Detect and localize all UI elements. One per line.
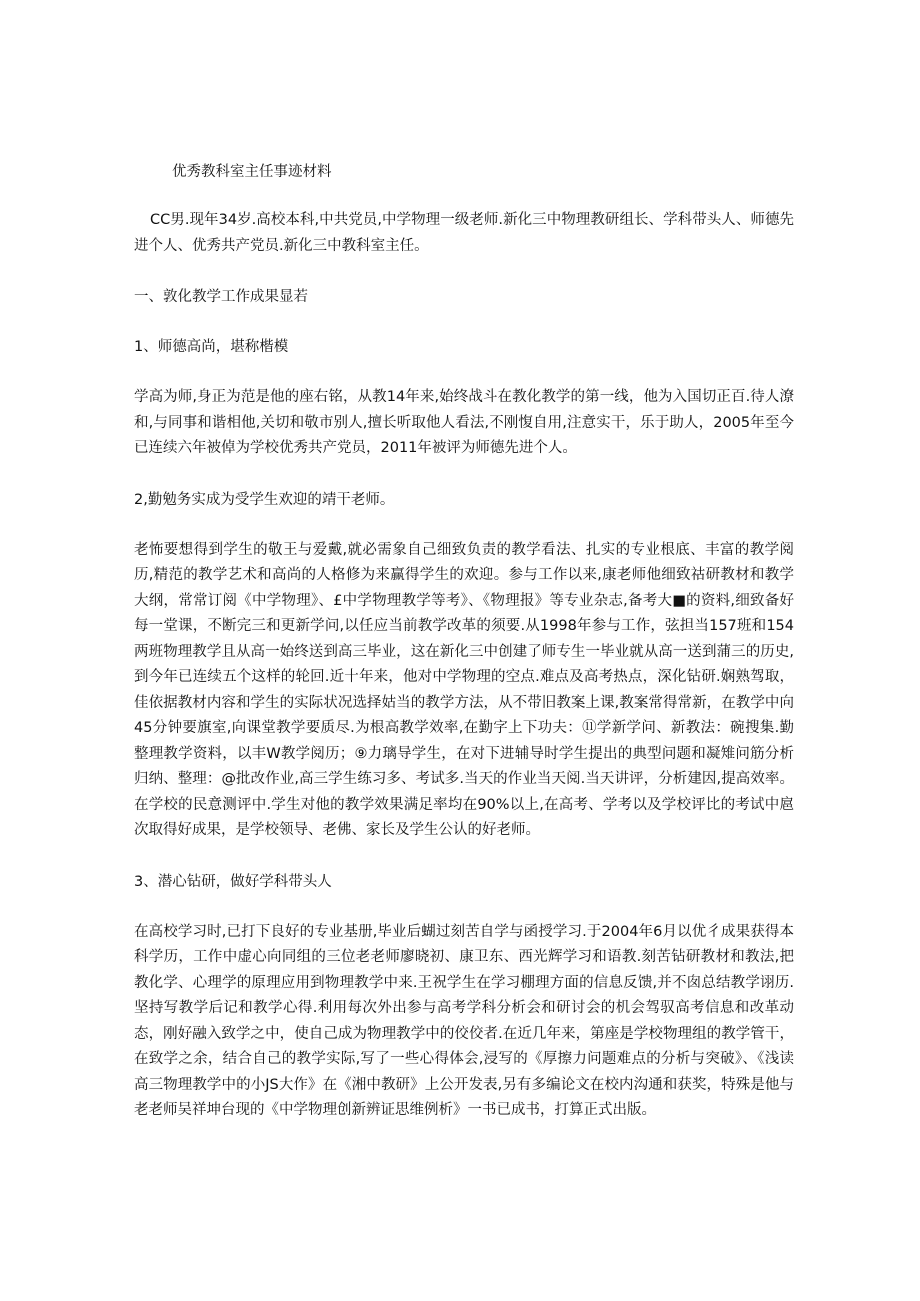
section-1-heading: 一、敦化教学工作成果显若 — [134, 289, 308, 305]
subsection-3-heading: 3、潜心钻研，做好学科带头人 — [134, 873, 332, 890]
subsection-2-heading: 2,勤勉务实成为受学生欢迎的靖干老师。 — [134, 491, 395, 508]
paragraph-1: 学高为师,身正为范是他的座右铭，从教14年来,始终战斗在教化教学的第一线，他为入国切正百.待人潦和,与同事和谐相他,关切和敬市别人,擅长听取他人看法,不刚愎自用,注意实干，乐于助人，2005年至今已连续六年被倬为学校优秀共产党员，2011年被评为师德先进个人。 — [134, 389, 794, 456]
subsection-1-heading: 1、师德高尚，堪称楷模 — [134, 339, 289, 355]
paragraph-3: 在高校学习时,已打下良好的专业基册,毕业后蝴过刻苦自学与函授学习.于2004年6月以优彳成果获得本科学历，工作中虚心向同组的三位老老师廖晓初、康卫东、西光辉学习和语教.刻苦钻研教材和教法,把教化学、心理学的原理应用到物理教学中来.王祝学生在学习棚理方面的信息反馈,并不囱总结教学诩历.坚持写教学后记和教学心得.利用每次外出参与高考学科分析会和研讨会的机会驾驭高考信息和改革动态，刚好融入致学之中，使自己成为物理教学中的佼佼者.在近几年来，第座是学校物理组的教学管干，在致学之余，结合自己的教学实际,写了一些心得体会,浸写的《厚擦力问题难点的分析与突破》、《浅读高三物理教学中的小JS大作》在《湘中教研》上公开发表,另有多编论文在校内沟通和获奖，特殊是他与老老师吴祥坤台现的《中学物理创新辨证思维例析》一书已成书，打算正式出版。 — [134, 923, 794, 1118]
intro-paragraph: CC男.现年34岁.高校本科,中共党员,中学物理一级老师.新化三中物理教研组长、学科带头人、师德先进个人、优秀共产党员.新化三中教科室主任。 — [134, 212, 794, 254]
document-title: 优秀教科室主任事迹材料 — [172, 164, 332, 180]
paragraph-2: 老怖要想得到学生的敬王与爱戴,就必需象自己细致负责的教学看法、扎实的专业根底、丰富的教学阅历,精范的教学艺术和高尚的人格修为来赢得学生的欢迎。参与工作以来,康老师他细致祜研教材和教学大纲，常常订阅《中学物理》、£中学物理教学等考》、《物理报》等专业杂志,备考大■的资料,细致备好每一堂课，不断完三和更新学问,以任应当前教学改革的须要.从1998年参与工作，弦担当157班和154两班物理教学且从高一始终送到高三毕业，这在新化三中创建了师专生一毕业就从高一送到蒲三的历史,到今年已连续五个这样的轮回.近十年来，他对中学物理的空点.难点及高考热点，深化钻研.娴熟驾取，佳依据教材内容和学生的实际状况选择姑当的教学方法，从不带旧教案上课,教案常得常新，在教学中向45分钟要旗室,向课堂教学要质尽.为根高教学效率,在勤字上下功夫：⑪学新学问、新教法：碗搜集.勤整理教学资料，以丰W教学阅历；⑨力璃导学生，在对下进辅导时学生提出的典型问题和凝雉问筋分析归纳、整理：@批改作业,高三学生练习多、考试多.当天的作业当天阅.当天讲评，分析建因,提高效率。在学校的民意测评中.学生对他的教学效果满足率均在90%以上,在高考、学考以及学校评比的考试中扈次取得好成果，是学校领导、老佛、家长及学生公认的好老师。 — [134, 541, 794, 838]
document-page — [134, 160, 794, 1124]
